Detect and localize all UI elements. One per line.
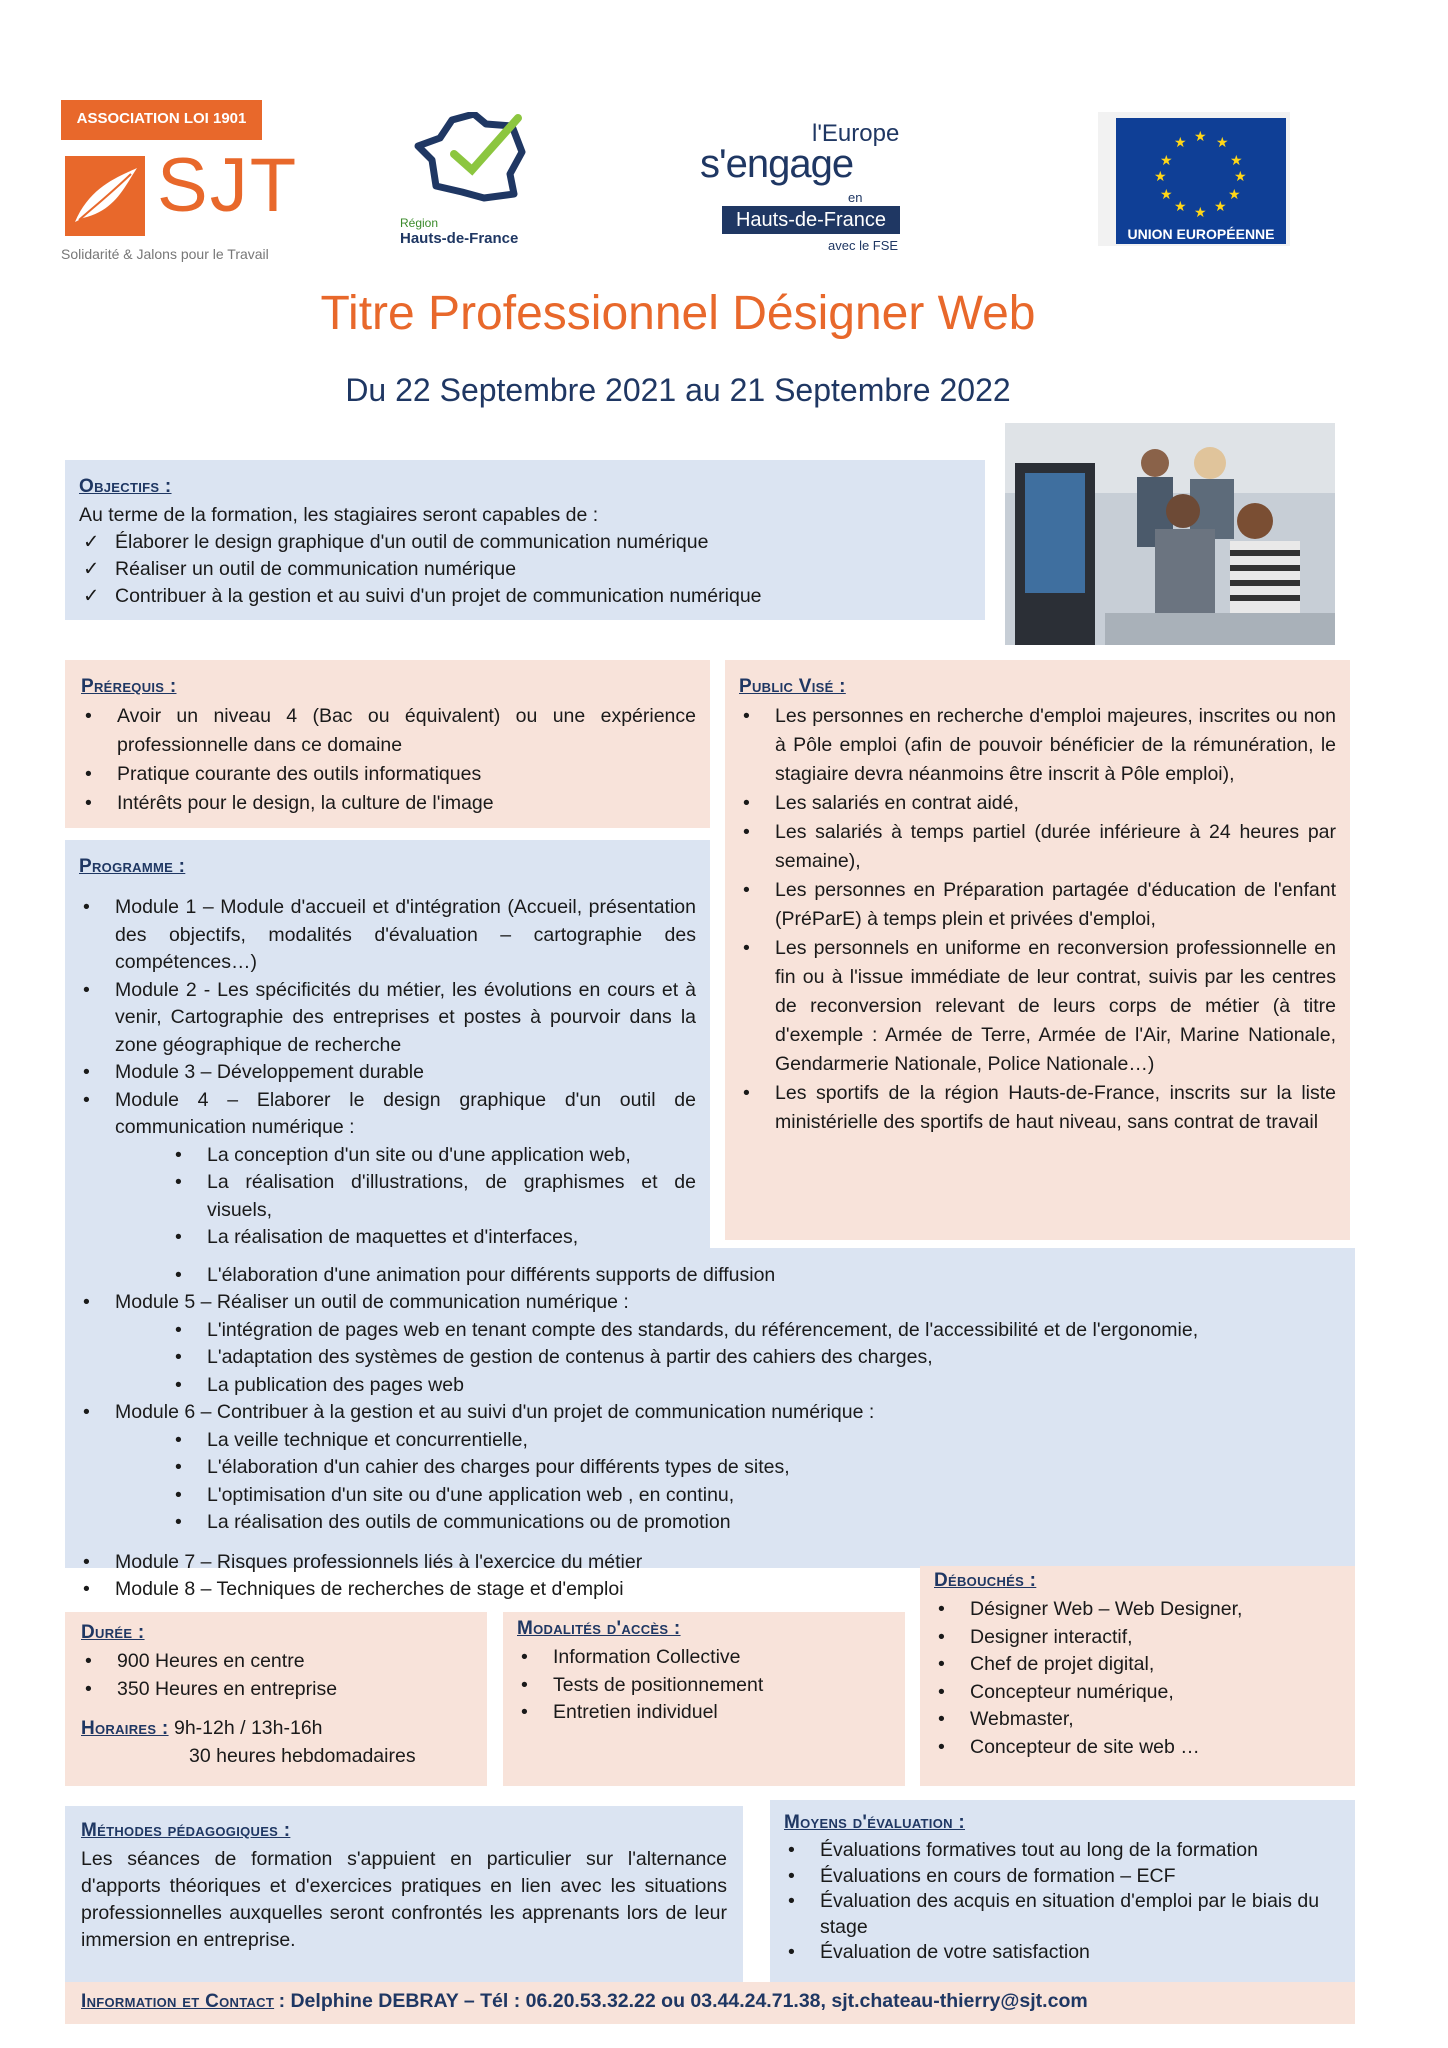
europe-engage-logo	[700, 120, 910, 260]
region-name: Hauts-de-France	[400, 230, 519, 247]
sjt-leaf-icon	[65, 156, 145, 236]
modalite-item: • Information Collective	[517, 1644, 891, 1672]
module-4: • Module 4 – Elaborer le design graphique d'un outil de communication numérique :	[79, 1087, 696, 1142]
moyens-heading: Moyens d'évaluation :	[784, 1812, 966, 1833]
programme-content	[79, 856, 1339, 1604]
public-item: • Les personnes en Préparation partagée d'éducation de l'enfant (PréParE) à temps plein et privées d'emploi,	[739, 876, 1336, 934]
programme-heading: Programme :	[79, 856, 186, 877]
contact-label: Information et Contact	[81, 1991, 275, 2012]
duree-heading: Durée :	[81, 1622, 145, 1643]
public-item: • Les salariés à temps partiel (durée inférieure à 24 heures par semaine),	[739, 818, 1336, 876]
region-logo	[400, 112, 550, 252]
moyen-item: • Évaluation des acquis en situation d'emploi par le biais du stage	[784, 1889, 1341, 1940]
debouches-heading: Débouchés :	[934, 1570, 1037, 1591]
modalite-item: • Entretien individuel	[517, 1699, 891, 1727]
debouche-item: • Designer interactif,	[934, 1624, 1341, 1652]
page-subtitle: Du 22 Septembre 2021 au 21 Septembre 2022	[345, 372, 1011, 408]
module-5-sub: • L'intégration de pages web en tenant compte des standards, du référencement, de l'accessibilité et de l'ergonomie,	[79, 1317, 1339, 1345]
prerequis-item: • Intérêts pour le design, la culture de l'image	[81, 789, 696, 818]
prerequis-item: • Avoir un niveau 4 (Bac ou équivalent) ou une expérience professionnelle dans ce domaine	[81, 702, 696, 760]
methodes-panel	[65, 1806, 743, 1982]
objectif-item: ✓ Réaliser un outil de communication numérique	[79, 556, 971, 583]
module-6: • Module 6 – Contribuer à la gestion et au suivi d'un projet de communication numérique :	[79, 1399, 1339, 1427]
debouches-panel	[920, 1566, 1355, 1786]
duree-item: • 900 Heures en centre	[81, 1648, 473, 1676]
eu-label: UNION EUROPÉENNE	[1116, 224, 1286, 244]
modalites-heading: Modalités d'accès :	[517, 1618, 681, 1639]
europe-line4: Hauts-de-France	[722, 206, 900, 234]
module-7: • Module 7 – Risques professionnels liés à l'exercice du métier	[79, 1549, 1339, 1577]
debouche-item: • Chef de projet digital,	[934, 1651, 1341, 1679]
modalite-item: • Tests de positionnement	[517, 1672, 891, 1700]
module-4-sub: • La réalisation de maquettes et d'interfaces,	[79, 1224, 696, 1252]
module-8: • Module 8 – Techniques de recherches de stage et d'emploi	[79, 1576, 1339, 1604]
sjt-logo-band: ASSOCIATION LOI 1901	[61, 100, 262, 140]
module-2: • Module 2 - Les spécificités du métier, les évolutions en cours et à venir, Cartographie des entreprises et postes à pourvoir dans la zone géographique de recherche	[79, 977, 696, 1060]
europe-line5: avec le FSE	[828, 238, 899, 253]
module-6-sub: • L'élaboration d'un cahier des charges pour différents types de sites,	[79, 1454, 1339, 1482]
debouche-item: • Webmaster,	[934, 1706, 1341, 1734]
objectifs-heading: Objectifs :	[79, 476, 172, 497]
public-item: • Les personnels en uniforme en reconversion professionnelle en fin ou à l'issue immédiate de leur contrat, suivis par les centres de reconversion relevant de leurs corps de métier (à titre d'exemple : Armée de Terre, Armée de l'Air, Marine Nationale, Gendarmerie Nationale, Police Nationale…)	[739, 934, 1336, 1079]
moyen-item: • Évaluations en cours de formation – ECF	[784, 1864, 1341, 1890]
duree-panel	[65, 1612, 487, 1786]
public-heading: Public Visé :	[739, 676, 846, 697]
sjt-logo	[61, 143, 299, 248]
methodes-text: Les séances de formation s'appuient en particulier sur l'alternance d'apports théoriques et d'exercices pratiques en lien avec les situations professionnelles auxquelles seront confrontés les apprenants lors de leur immersion en entreprise.	[81, 1848, 727, 1951]
debouche-item: • Concepteur de site web …	[934, 1734, 1341, 1762]
public-item: • Les salariés en contrat aidé,	[739, 789, 1336, 818]
objectifs-intro: Au terme de la formation, les stagiaires seront capables de :	[79, 504, 599, 526]
horaires-value: 9h-12h / 13h-16h	[173, 1717, 323, 1739]
module-6-sub: • L'optimisation d'un site ou d'une application web , en continu,	[79, 1482, 1339, 1510]
methodes-heading: Méthodes pédagogiques :	[81, 1820, 291, 1841]
module-1: • Module 1 – Module d'accueil et d'intégration (Accueil, présentation des objectifs, modalités d'évaluation – cartographie des compétences…)	[79, 894, 696, 977]
moyen-item: • Évaluations formatives tout au long de la formation	[784, 1838, 1341, 1864]
team-photo	[1005, 423, 1335, 645]
module-5: • Module 5 – Réaliser un outil de communication numérique :	[79, 1289, 1339, 1317]
europe-line3: en	[848, 190, 863, 205]
moyen-item: • Évaluation de votre satisfaction	[784, 1940, 1341, 1966]
horaires-week: 30 heures hebdomadaires	[189, 1744, 416, 1767]
sjt-name: SJT	[157, 143, 299, 228]
horaires-label: Horaires :	[81, 1718, 169, 1739]
page-title: Titre Professionnel Désigner Web	[320, 287, 1036, 340]
debouche-item: • Désigner Web – Web Designer,	[934, 1596, 1341, 1624]
moyens-panel	[770, 1800, 1355, 1982]
objectifs-panel	[65, 460, 985, 620]
objectif-item: ✓ Contribuer à la gestion et au suivi d'un projet de communication numérique	[79, 583, 971, 610]
objectif-item: ✓ Élaborer le design graphique d'un outil de communication numérique	[79, 529, 971, 556]
prerequis-heading: Prérequis :	[81, 676, 177, 697]
europe-line1: l'Europe	[812, 120, 900, 147]
module-6-sub: • La réalisation des outils de communications ou de promotion	[79, 1509, 1339, 1537]
module-5-sub: • La publication des pages web	[79, 1372, 1339, 1400]
eu-flag-icon: ★ ★ ★ ★ ★ ★ ★ ★ ★ ★ ★ ★	[1116, 118, 1286, 224]
public-item: • Les sportifs de la région Hauts-de-France, inscrits sur la liste ministérielle des sportifs de haut niveau, sans contrat de travail	[739, 1079, 1336, 1137]
office-team-illustration	[1005, 423, 1335, 645]
contact-value: : Delphine DEBRAY – Tél : 06.20.53.32.22 ou 03.44.24.71.38, sjt.chateau-thierry@sjt.com	[278, 1990, 1088, 2012]
region-small-label: Région	[400, 216, 439, 230]
contact-panel	[65, 1982, 1355, 2024]
module-5-sub: • L'adaptation des systèmes de gestion de contenus à partir des cahiers des charges,	[79, 1344, 1339, 1372]
public-item: • Les personnes en recherche d'emploi majeures, inscrites ou non à Pôle emploi (afin de pouvoir bénéficier de la rémunération, le stagiaire devra néanmoins être inscrit à Pôle emploi),	[739, 702, 1336, 789]
sjt-tagline: Solidarité & Jalons pour le Travail	[61, 246, 269, 262]
module-3: • Module 3 – Développement durable	[79, 1059, 1339, 1087]
module-4-sub: • L'élaboration d'une animation pour différents supports de diffusion	[79, 1262, 1339, 1290]
eu-logo	[1098, 112, 1290, 246]
module-6-sub: • La veille technique et concurrentielle,	[79, 1427, 1339, 1455]
france-map-icon	[414, 112, 534, 202]
module-4-sub: • La réalisation d'illustrations, de graphismes et de visuels,	[79, 1169, 696, 1224]
duree-item: • 350 Heures en entreprise	[81, 1676, 473, 1704]
europe-line2: s'engage	[700, 142, 854, 186]
debouche-item: • Concepteur numérique,	[934, 1679, 1341, 1707]
prerequis-panel	[65, 660, 710, 828]
modalites-panel	[503, 1612, 905, 1786]
module-4-sub: • La conception d'un site ou d'une application web,	[79, 1142, 696, 1170]
prerequis-item: • Pratique courante des outils informatiques	[81, 760, 696, 789]
